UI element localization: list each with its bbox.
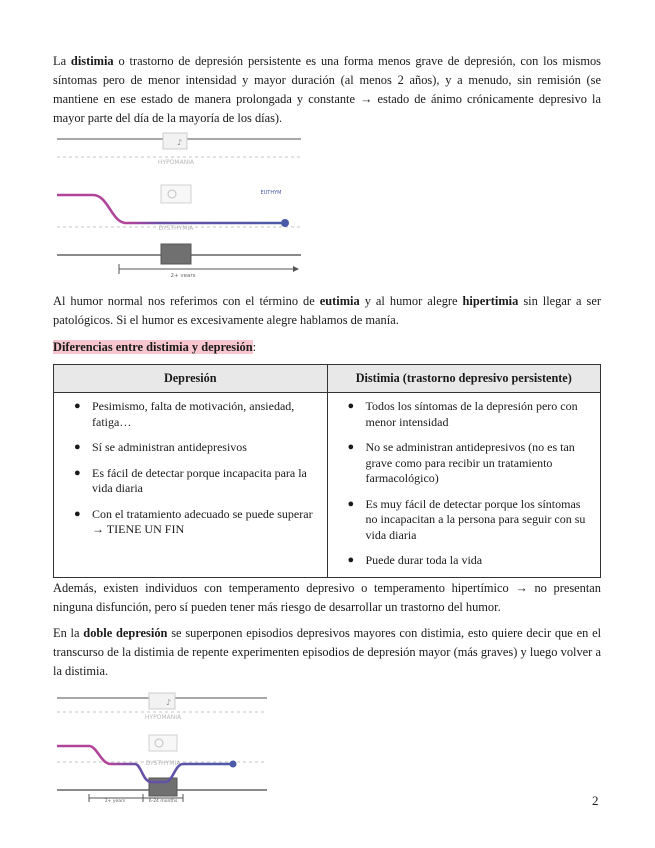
list-item: ● Pesimismo, falta de motivación, ansiedad, fatiga… <box>74 399 295 429</box>
table-header-row <box>54 365 601 393</box>
list-item: ● Sí se administran antidepresivos <box>74 440 247 454</box>
list-item: ● Con el tratamiento adecuado se puede superar → TIENE UN FIN <box>74 506 313 536</box>
depression-icon <box>161 244 191 264</box>
page-number: 2 <box>592 793 599 808</box>
time-axis-label: 2+ years <box>170 273 196 277</box>
term-hipertimia: hipertimia <box>462 294 519 308</box>
mood-end-point <box>281 219 289 227</box>
table-header-distimia: Distimia (trastorno depresivo persistente) <box>327 365 601 393</box>
table-cell-distimia <box>327 393 601 578</box>
svg-text:♪: ♪ <box>177 138 183 147</box>
list-item: ● No se administran antidepresivos (no es tan grave como para recibir un tratamiento farmacológico) <box>347 440 575 485</box>
term-distimia: distimia <box>70 54 114 68</box>
list-item: ● Todos los síntomas de la depresión pero con menor intensidad <box>347 399 578 429</box>
table-header-depresion: Depresión <box>54 365 328 393</box>
list-item: ● Es muy fácil de detectar porque los síntomas no incapacitan a la persona para seguir con su vida diaria <box>347 496 586 542</box>
figure-double-depression-chart <box>53 690 271 804</box>
paragraph-temperamento: Además, existen individuos con temperamento depresivo o temperamento hipertímico → no presentan ninguna disfunción, pero sí pueden tener más riesgo de desarrollar un trastorno del humor. <box>53 581 601 614</box>
section-heading: Diferencias entre distimia y depresión: <box>53 340 257 354</box>
label-hypomania: HYPOMANIA <box>144 714 182 721</box>
table-row <box>54 393 601 578</box>
svg-text:♪: ♪ <box>166 698 172 707</box>
paragraph-distimia: La distimia o trastorno de depresión persistente es una forma menos grave de depresión, con los mismos síntomas pero de menor intensidad y mayor duración (al menos 2 años), y a menudo, sin remisión (se mantiene en ese estado de manera prolongada y constante → estado de ánimo crónicamente depresivo la mayor parte del día de la mayoría de los días). <box>53 54 601 125</box>
term-eutimia: eutimia <box>319 294 360 308</box>
list-item: ● Puede durar toda la vida <box>347 553 483 567</box>
paragraph-eutimia: Al humor normal nos referimos con el término de eutimia y al humor alegre hipertimia sin llegar a ser patológicos. Si el humor es excesivamente alegre hablamos de manía. <box>53 294 601 327</box>
label-dysthymia: DYSTHYMIA <box>158 225 194 232</box>
mood-end-point <box>230 761 237 768</box>
hypomania-icon <box>163 133 187 149</box>
table-cell-depresion <box>54 393 328 578</box>
time-axis-label-depression: 6-24 months <box>148 799 178 804</box>
list-item: ● Es fácil de detectar porque incapacita para la vida diaria <box>74 465 307 495</box>
label-dysthymia: DYSTHYMIA <box>145 760 181 767</box>
term-doble-depresion: doble depresión <box>83 626 168 640</box>
figure-dysthymia-chart <box>53 131 304 277</box>
comparison-table <box>53 364 601 578</box>
paragraph-doble-depresion: En la doble depresión se superponen episodios depresivos mayores con distimia, esto quiere decir que en el transcurso de la distimia de repente experimenten episodios de depresión mayor (más graves) y luego volver a la distimia. <box>53 626 602 678</box>
label-euthymia: EUTHYM <box>260 190 282 196</box>
label-hypomania: HYPOMANIA <box>157 159 195 166</box>
time-axis-label-dysthymia: 2+ years <box>104 799 126 804</box>
